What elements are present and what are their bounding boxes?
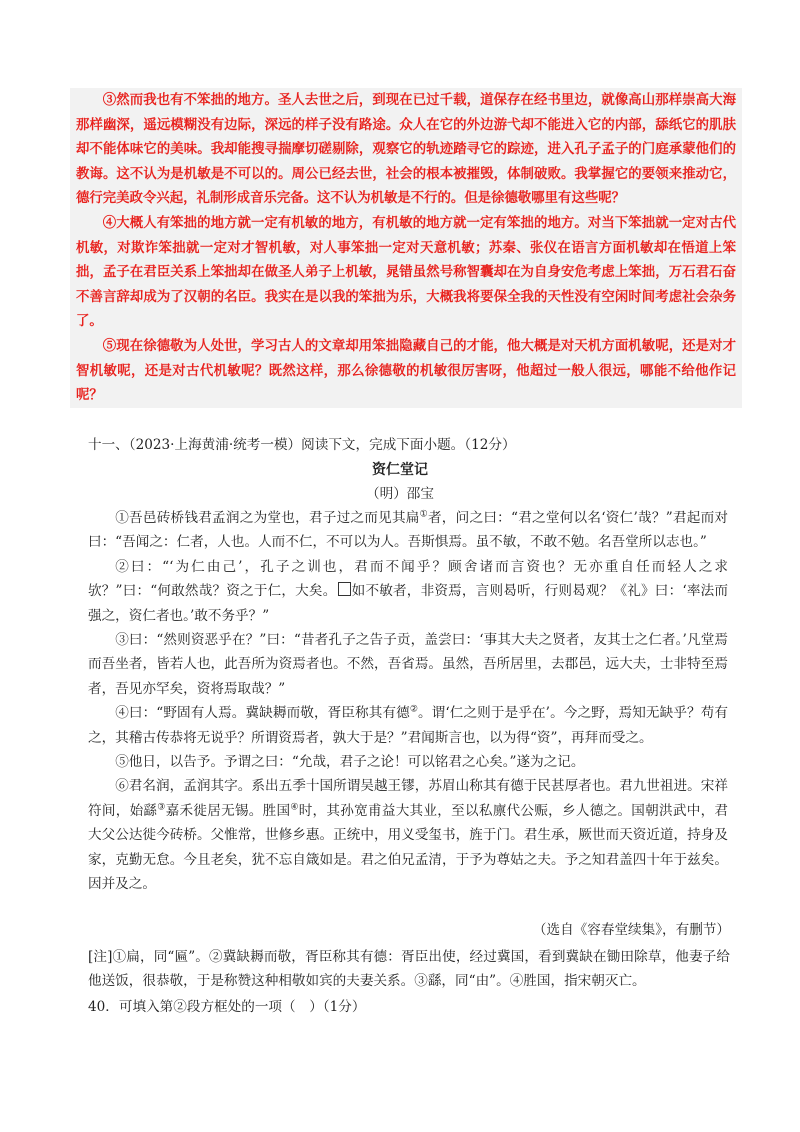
translation-paragraph-5: ⑤现在徐德敬为人处世，学习古人的文章却用笨拙隐藏自己的才能，他大概是对天机方面机敏呢，还是对才智机敏呢，还是对古代机敏呢？既然这样，那么徐德敬的机敏很厉害呀，他超过一般人很远，哪能不给他作记呢？ — [76, 337, 736, 404]
article-paragraph-5: ⑤他日，以告予。予谓之曰：“允哉，君子之论！可以铭君之心矣。”遂为之记。 — [115, 754, 585, 771]
footnote-ref-4: ④ — [290, 802, 299, 813]
question-header: 十一、（2023·上海黄浦·统考一模）阅读下文，完成下面小题。（12分） — [88, 437, 516, 453]
footnotes: [注]①扁，同“匾”。②冀缺耨而敬，胥臣称其有德：胥臣出使，经过冀国，看到冀缺在锄田除草，他妻子给他送饭，很恭敬，于是称赞这种相敬如宾的夫妻关系。③繇，同“由”。④胜国，指宋朝灭亡。 — [88, 949, 730, 990]
article-paragraph-4: ④曰：“野固有人焉。冀缺耨而敬，胥臣称其有德②。谓‘仁之则于是乎在’。今之野，焉知无缺乎？苟有之，其稽古传恭将无说乎？所谓资焉者，孰大于是？”君闻斯言也，以为得“资”，再拜而受之。 — [88, 704, 728, 746]
translation-paragraph-3: ③然而我也有不笨拙的地方。圣人去世之后，到现在已过千载，道保存在经书里边，就像高山那样崇高大海那样幽深，遥远模糊没有边际，深远的样子没有路途。众人在它的外边游弋却不能进入它的内部，舔纸它的肌肤却不能体味它的美味。我却能搜寻揣摩切磋剔除，观察它的轨迹踏寻它的踪迹，进入孔子孟子的门庭承蒙他们的教诲。这不认为是机敏是不可以的。周公已经去世，社会的根本被摧毁，体制破败。我掌握它的要领来推动它，德行完美政令兴起，礼制形成音乐完备。这不认为机敏是不行的。但是徐德敬哪里有这些呢？ — [76, 92, 736, 207]
article-paragraph-3: ③曰：“然则资恶乎在？”曰：“昔者孔子之告子贡，盖尝曰：‘事其大夫之贤者，友其士之仁者。’凡堂焉而吾坐者，皆若人也，此吾所为资焉者也。不然，吾省焉。虽然，吾所居里，去郡邑，远大夫，士非特至焉者，吾见亦罕矣，资将焉取哉？” — [88, 632, 728, 697]
article-source: （选自《容春堂续集》，有删节） — [532, 922, 730, 938]
article-body — [88, 506, 728, 897]
translation-paragraph-4: ④大概人有笨拙的地方就一定有机敏的地方，有机敏的地方就一定有笨拙的地方。对当下笨拙就一定对古代机敏，对欺诈笨拙就一定对才智机敏，对人事笨拙一定对天意机敏；苏秦、张仪在语言方面机敏却在悟道上笨拙，孟子在君臣关系上笨拙却在做圣人弟子上机敏，晁错虽然号称智囊却在为自身安危考虑上笨拙，万石君石奋不善言辞却成为了汉朝的名臣。我实在是以我的笨拙为乐，大概我将要保全我的天性没有空闲时间考虑社会杂务了。 — [76, 214, 736, 330]
footnote-ref-1: ① — [419, 509, 428, 520]
blank-box — [338, 582, 351, 596]
article-paragraph-2: ②曰：“‘为仁由己’，孔子之训也，君而不闻乎？顾舍诸而言资也？无亦重自任而轻人之求欤？”曰：“何敢然哉？资之于仁，大矣。 如不敏者，非资焉，言则曷听，行则曷观？《礼》曰：‘率法而强之，资仁者也。’敢不务乎？” — [88, 558, 728, 624]
footnote-ref-2: ② — [409, 704, 418, 715]
article-author: （明）邵宝 — [366, 486, 434, 502]
article-paragraph-6: ⑥君名润，孟润其字。系出五季十国所谓吴越王镠，苏眉山称其有德于民甚厚者也。君九世祖进。宋祥符间，始繇③嘉禾徙居无锡。胜国④时，其孙宽甫益大其业，至以私廪代公赈，乡人德之。国朝洪武中，君大父公达徙今砖桥。父惟常，世修乡惠。正统中，用义受玺书，旌于门。君生承，厥世而天资近道，持身及家，克勤无怠。今且老矣，犹不忘自箴如是。君之伯兄孟清，于予为尊姑之夫。予之知君盖四十年于兹矣。因并及之。 — [88, 778, 729, 893]
translation-block — [70, 88, 742, 408]
article-paragraph-1: ①吾邑砖桥钱君孟润之为堂也，君子过之而见其扁①者，问之曰：“君之堂何以名‘资仁’哉？”君起而对曰：“吾闻之：仁者，人也。人而不仁，不可以为人。吾斯惧焉。虽不敏，不敢不勉。名吾堂所以志也。” — [88, 509, 729, 551]
question-40: 40．可填入第②段方框处的一项（ ）（1分） — [88, 999, 366, 1015]
article-title: 资仁堂记 — [372, 462, 428, 478]
footnote-ref-3: ③ — [157, 802, 166, 813]
